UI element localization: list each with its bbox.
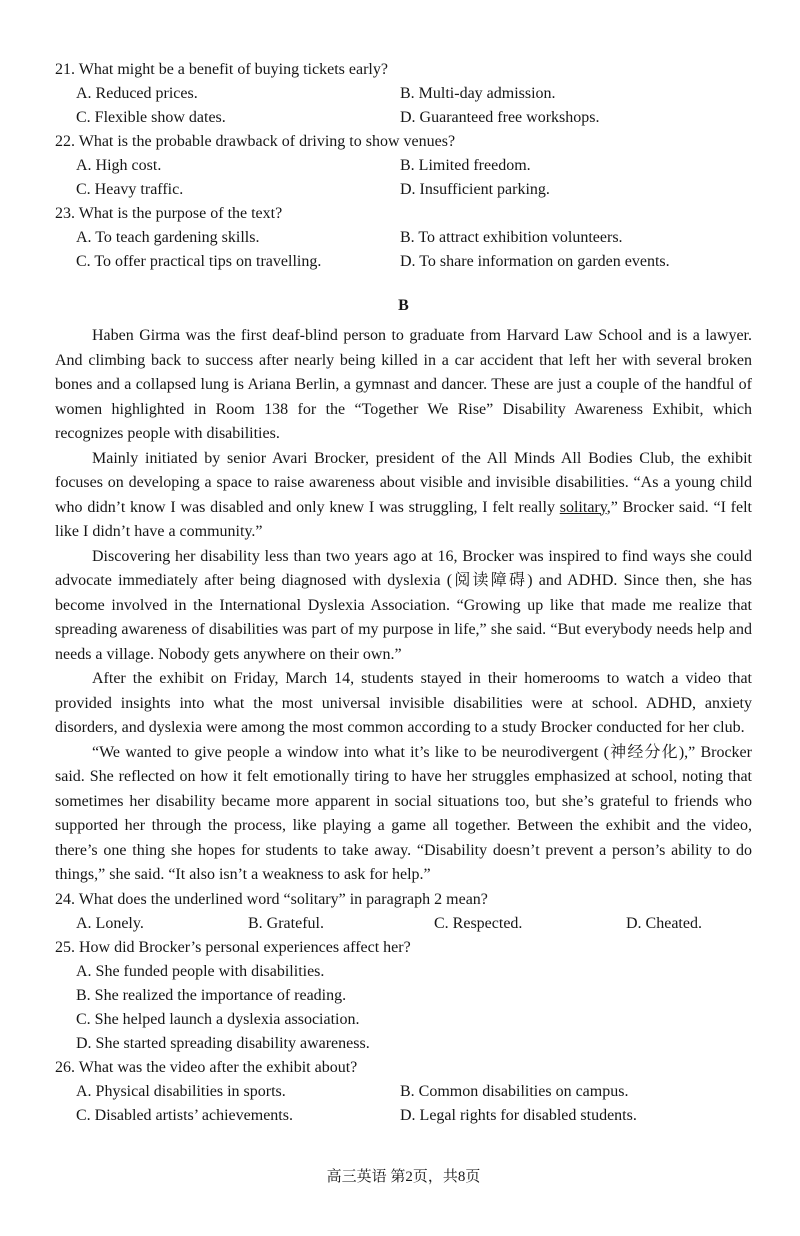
question-24 xyxy=(55,888,752,936)
passage-paragraph-1: Haben Girma was the first deaf-blind person to graduate from Harvard Law School and is a lawyer. And climbing back to success after nearly being killed in a car accident that left her with several broken bones and a collapsed lung is Ariana Berlin, a gymnast and dancer. These are just a couple of the handful of women highlighted in Room 138 for the “Together We Rise” Disability Awareness Exhibit, which recognizes people with disabilities. xyxy=(55,327,752,442)
passage-paragraph-3: Discovering her disability less than two years ago at 16, Brocker was inspired to find ways she could advocate immediately after being diagnosed with dyslexia (阅读障碍) and ADHD. Since then, she has become involved in the International Dyslexia Association. “Growing up like that made me realize that spreading awareness of disabilities was part of my purpose in life,” she said. “But everybody needs help and needs a village. Nobody gets anywhere on their own.” xyxy=(55,547,752,663)
option-b: B. Multi-day admission. xyxy=(400,85,556,102)
option-d: D. Insufficient parking. xyxy=(400,181,550,198)
question-stem: 21. What might be a benefit of buying tickets early? xyxy=(55,61,388,78)
options-row xyxy=(55,82,752,130)
option-a: A. She funded people with disabilities. xyxy=(76,962,325,980)
option-d: D. Legal rights for disabled students. xyxy=(400,1106,637,1124)
paragraph-2-text-before: Mainly initiated by senior Avari Brocker, president of the All Minds All Bodies Club, the exhibit focuses on developing a space to raise awareness about visible and invisible disabilities. “As a young child who didn’t know I was disabled and only knew I was struggling, I felt really xyxy=(55,449,752,516)
question-25 xyxy=(55,936,752,1056)
question-22 xyxy=(55,130,752,202)
option-a: A. Reduced prices. xyxy=(76,85,198,102)
option-a: A. Physical disabilities in sports. xyxy=(76,1082,286,1100)
option-d: D. Cheated. xyxy=(626,914,702,932)
question-stem: 25. How did Brocker’s personal experiences affect her? xyxy=(55,938,411,956)
option-a: A. To teach gardening skills. xyxy=(76,229,260,246)
page-footer: 高三英语 第2页，共8页 xyxy=(326,1168,481,1185)
passage-paragraph-5: “We wanted to give people a window into what it’s like to be neurodivergent (神经分化),” Brocker said. She reflected on how it felt emotionally tiring to have her struggles emphasized at school, noting that sometimes her disability became more apparent in social situations too, but she’s grateful to friends who supported her through the process, like playing a game all together. Between the exhibit and the video, there’s one thing she hopes for students to take away. “Disability doesn’t prevent a person’s ability to do things,” she said. “It also isn’t a weakness to ask for help.” xyxy=(55,743,752,883)
question-21 xyxy=(55,58,752,130)
option-c: C. She helped launch a dyslexia association. xyxy=(76,1010,360,1028)
option-d: D. She started spreading disability awareness. xyxy=(76,1034,370,1052)
option-b: B. To attract exhibition volunteers. xyxy=(400,229,623,246)
options-row xyxy=(55,226,752,274)
question-26 xyxy=(55,1056,752,1128)
option-a: A. High cost. xyxy=(76,157,162,174)
question-stem: 22. What is the probable drawback of driving to show venues? xyxy=(55,133,456,150)
option-c: C. Respected. xyxy=(434,914,523,932)
option-c: C. Heavy traffic. xyxy=(76,181,184,198)
option-b: B. Grateful. xyxy=(248,914,324,932)
options-row xyxy=(55,1080,752,1128)
paragraph-2-text-after: ,” Brocker said. “I felt like I didn’t have a community.” xyxy=(55,498,753,540)
options-row xyxy=(55,154,752,202)
question-stem: 24. What does the underlined word “solitary” in paragraph 2 mean? xyxy=(55,890,488,908)
option-c: C. To offer practical tips on travelling. xyxy=(76,253,322,270)
option-c: C. Flexible show dates. xyxy=(76,109,226,126)
option-b: B. She realized the importance of reading. xyxy=(76,986,347,1004)
option-d: D. Guaranteed free workshops. xyxy=(400,109,600,126)
options-row xyxy=(55,912,752,936)
passage-paragraph-4: After the exhibit on Friday, March 14, students stayed in their homerooms to watch a video that provided insights into what the most universal invisible disabilities were at school. ADHD, anxiety disorders, and dyslexia were among the most common according to a study Brocker conducted for her club. xyxy=(55,670,752,736)
section-b-heading: B xyxy=(398,297,409,314)
passage-paragraph-2 xyxy=(55,447,752,545)
option-d: D. To share information on garden events. xyxy=(400,253,670,270)
option-b: B. Limited freedom. xyxy=(400,157,531,174)
question-stem: 23. What is the purpose of the text? xyxy=(55,205,283,222)
option-c: C. Disabled artists’ achievements. xyxy=(76,1106,293,1124)
question-stem: 26. What was the video after the exhibit about? xyxy=(55,1058,358,1076)
option-a: A. Lonely. xyxy=(76,914,144,932)
option-b: B. Common disabilities on campus. xyxy=(400,1082,629,1100)
underlined-word-solitary: solitary xyxy=(559,498,607,516)
question-23 xyxy=(55,202,752,274)
